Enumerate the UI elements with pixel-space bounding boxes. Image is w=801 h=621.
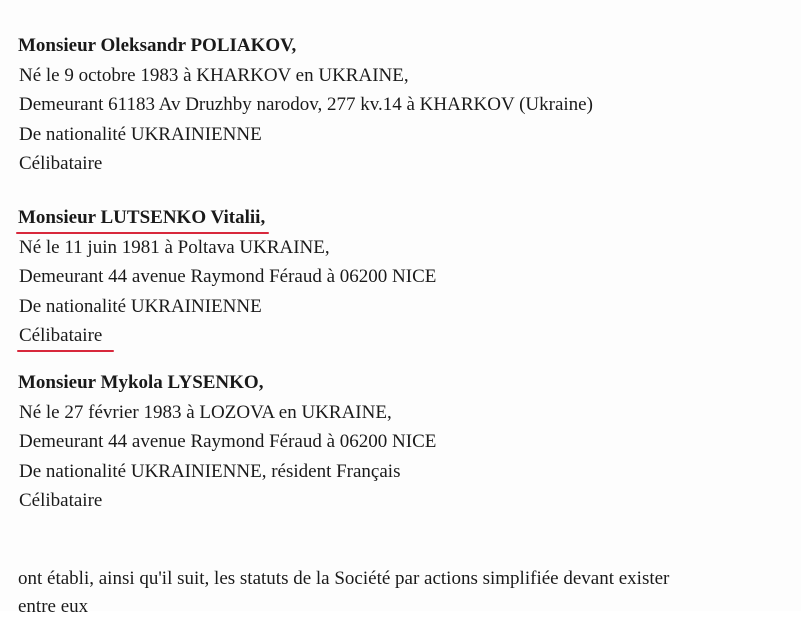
closing-paragraph — [18, 565, 793, 621]
red-underline-mark — [16, 232, 269, 234]
person-name-row — [18, 203, 788, 233]
person-name: Monsieur Mykola LYSENKO, — [18, 372, 264, 393]
person-nationality: De nationalité UKRAINIENNE — [19, 123, 262, 145]
person-birth: Né le 27 février 1983 à LOZOVA en UKRAINE, — [19, 401, 392, 423]
person-block-poliakov — [18, 31, 788, 179]
person-status: Célibataire — [19, 490, 103, 511]
closing-line-2: entre eux — [18, 596, 89, 617]
person-status: Célibataire — [19, 153, 103, 174]
person-name-highlighted — [18, 203, 265, 233]
person-address: Demeurant 61183 Av Druzhby narodov, 277 kv.14 à KHARKOV (Ukraine) — [19, 94, 593, 115]
person-nationality: De nationalité UKRAINIENNE — [19, 295, 262, 317]
person-name: Monsieur LUTSENKO Vitalii, — [18, 207, 266, 228]
person-block-lysenko — [18, 368, 788, 516]
person-status-highlighted — [19, 321, 102, 351]
person-status: Célibataire — [19, 325, 103, 346]
red-underline-mark — [17, 350, 114, 352]
person-nationality: De nationalité UKRAINIENNE, résident Français — [19, 460, 401, 482]
person-status-row — [18, 321, 788, 351]
closing-line-1: ont établi, ainsi qu'il suit, les statuts de la Société par actions simplifiée devant exister — [18, 568, 670, 589]
person-address: Demeurant 44 avenue Raymond Féraud à 06200 NICE — [19, 431, 437, 452]
person-address: Demeurant 44 avenue Raymond Féraud à 06200 NICE — [19, 266, 437, 287]
person-birth: Né le 11 juin 1981 à Poltava UKRAINE, — [19, 236, 330, 258]
person-name: Monsieur Oleksandr POLIAKOV, — [18, 35, 297, 56]
person-birth: Né le 9 octobre 1983 à KHARKOV en UKRAINE, — [19, 64, 409, 86]
person-block-lutsenko — [18, 203, 788, 351]
